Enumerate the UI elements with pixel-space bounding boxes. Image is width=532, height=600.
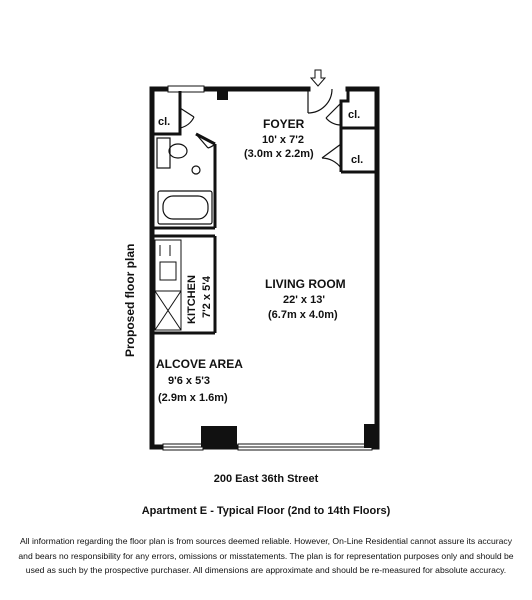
kitchen-name: KITCHEN: [186, 275, 198, 324]
disclaimer: [10, 534, 522, 578]
alcove-name: ALCOVE AREA: [156, 357, 243, 371]
foyer-size-metric: (3.0m x 2.2m): [244, 148, 314, 160]
disclaimer-line: and bears no responsibility for any errors, omissions or misstatements. The plan is for representation purposes only and should be: [18, 550, 514, 561]
kitchen-size: 7'2 x 5'4: [201, 276, 213, 318]
sink-icon: [160, 262, 176, 280]
toilet-bowl-icon: [169, 144, 187, 158]
disclaimer-line: All information regarding the floor plan is from sources deemed reliable. However, On-Line Residential cannot assure its accuracy: [20, 536, 512, 546]
entry-arrow-icon: [311, 70, 325, 86]
foyer-name: FOYER: [263, 117, 305, 131]
kitchen-counter: [155, 240, 181, 330]
sink-basin-icon: [192, 166, 200, 174]
living-room-name: LIVING ROOM: [265, 277, 346, 291]
bathroom-fixtures: [157, 138, 212, 224]
disclaimer-line: used as such by the prospective purchaser. All dimensions are approximate and should be re-measured for absolute accuracy.: [25, 565, 507, 575]
foyer-size: 10' x 7'2: [262, 134, 304, 146]
building-address: 200 East 36th Street: [213, 473, 319, 485]
closet-label-right: cl.: [351, 154, 364, 166]
side-caption: Proposed floor plan: [123, 243, 137, 357]
toilet-tank: [157, 138, 170, 168]
alcove-size: 9'6 x 5'3: [168, 375, 210, 387]
apartment-title: Apartment E - Typical Floor (2nd to 14th Floors): [141, 505, 391, 517]
closet-label-left: cl.: [158, 116, 171, 128]
alcove-size-metric: (2.9m x 1.6m): [158, 392, 228, 404]
living-room-size: 22' x 13': [283, 294, 325, 306]
entry-door-swing: [308, 89, 332, 113]
living-room-size-metric: (6.7m x 4.0m): [268, 309, 338, 321]
closet-label-top-right: cl.: [348, 109, 361, 121]
